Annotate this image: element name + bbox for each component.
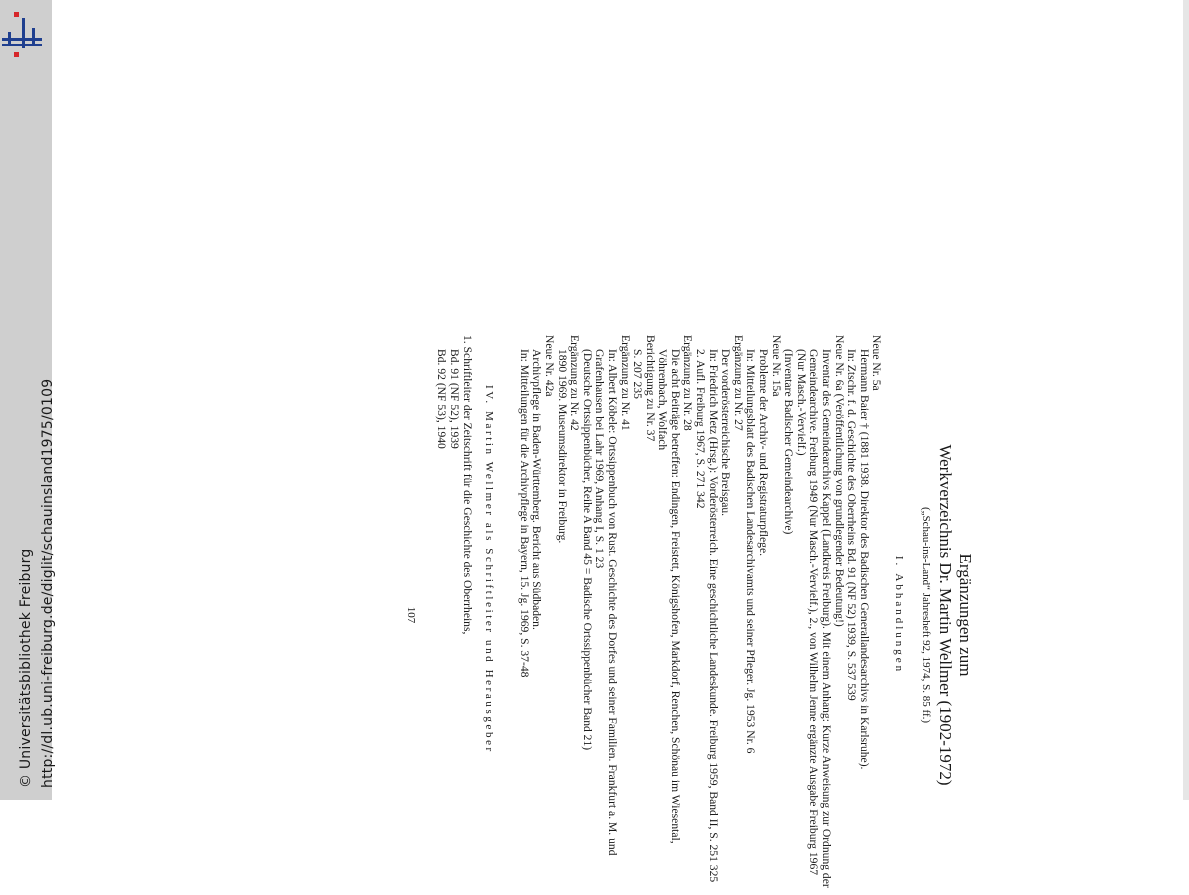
bibliography-list [517,335,882,895]
document-line: S. 207 235 [631,349,645,399]
document-line: Neue Nr. 15a [769,335,783,397]
editor-list [435,335,473,895]
document-line: 2. Aufl. Freiburg 1967, S. 271 342 [694,349,708,509]
section-heading-schriftleiter: IV. Martin Wellmer als Schriftleiter und Herausgeber [483,385,496,754]
scrollbar-track[interactable] [1183,0,1189,800]
document-line: 1890 1969. Museumsdirektor in Freiburg. [555,349,569,544]
document-line: Bd. 91 (NF 52), 1939 [448,349,461,449]
document-line: In: Mitteilungen für die Archivpflege in Bayern, 15. Jg. 1969, S. 37-48 [517,349,531,678]
document-line: In: Friedrich Metz (Hrsg.): Vorderösterreich. Eine geschichtliche Landeskunde. Freiburg 1959, Band II, S. 251 325 [706,349,720,883]
document-line: (Inventare Badischer Gemeindearchive) [782,349,796,535]
document-line: Berichtigung zu Nr. 37 [643,335,657,442]
page-title-line1: Ergänzungen zum [956,553,975,677]
document-line: Der vorderösterreichische Breisgau. [719,349,733,517]
section-heading-abhandlungen: I. Abhandlungen [893,555,905,675]
page-subtitle: („Schau-ins-Land“ Jahresheft 92, 1974, S. 85 ff.) [920,506,932,724]
page-number: 107 [404,606,417,624]
document-line: Neue Nr. 5a [870,335,884,391]
document-line: Neue Nr. 42a [542,335,556,397]
university-library-logo-icon[interactable] [0,10,44,50]
document-line: Inventar des Gemeindearchivs Kappel (Landkreis Freiburg). Mit einem Anhang: Kurze Anweisung zur Ordnung der Gemeindearchive. Freiburg 1949 (Nur Masch.-Vervielf.), 2., von Wilhelm Jenne ergänzte Ausgabe Freiburg 1967 (Nur Masch.-Vervielf.) [794,349,834,888]
scanned-document-page [404,335,975,895]
document-line: Ergänzung zu Nr. 27 [731,335,745,431]
page-title-line2: Werkverzeichnis Dr. Martin Wellmer (1902-1972) [936,444,955,786]
document-line: Ergänzung zu Nr. 28 [681,335,695,431]
document-line: Bd. 92 (NF 53), 1940 [435,349,449,449]
document-line: 1. Schriftleiter der Zeitschrift für die Geschichte des Oberrheins, [460,335,474,635]
source-url-link[interactable]: http://dl.ub.uni-freiburg.de/diglit/schauinsland1975/0109 [40,378,56,788]
viewer-sidebar [0,0,56,800]
document-line: Die acht Beiträge betreffen: Endingen, Freistett, Königshofen, Markdorf, Renchen, Schönau im Wiesental, Vöhrenbach, Wolfach [656,349,682,844]
document-line: In: Ztschr. f. d. Geschichte des Oberrheins Bd. 91 (NF 52) 1939, S. 537 539 [845,349,859,701]
document-line: Ergänzung zu Nr. 41 [618,335,632,431]
document-line: Probleme der Archiv- und Registraturpflege. [757,349,771,557]
copyright-notice: © Universitätsbibliothek Freiburg [18,548,34,788]
document-line: Archivpflege in Baden-Württemberg. Bericht aus Südbaden. [530,349,544,630]
document-line: Hermann Baier † (1881 1938. Direktor des Badischen Generallandesarchivs in Karlsruhe). [857,349,871,770]
document-line: In: Albert Köbele: Ortssippenbuch von Rust. Geschichte des Dorfes und seiner Familien. Frankfurt a. M. und Grafenhausen bei Lahr 1969, Anhang I, S. 1 23 [593,349,619,856]
document-line: (Deutsche Ortssippenbücher, Reihe A Band 45 = Badische Ortssippenbücher Band 21) [580,349,594,751]
document-line: Neue Nr. 6a (Veröffentlichung von grundlegender Bedeutung!) [832,335,846,627]
document-line: Ergänzung zu Nr. 42 [568,335,582,431]
document-line: In: Mitteilungsblatt des Badischen Landesarchivamts und seiner Pfleger. Jg. 1953 Nr. 6 [744,349,758,754]
